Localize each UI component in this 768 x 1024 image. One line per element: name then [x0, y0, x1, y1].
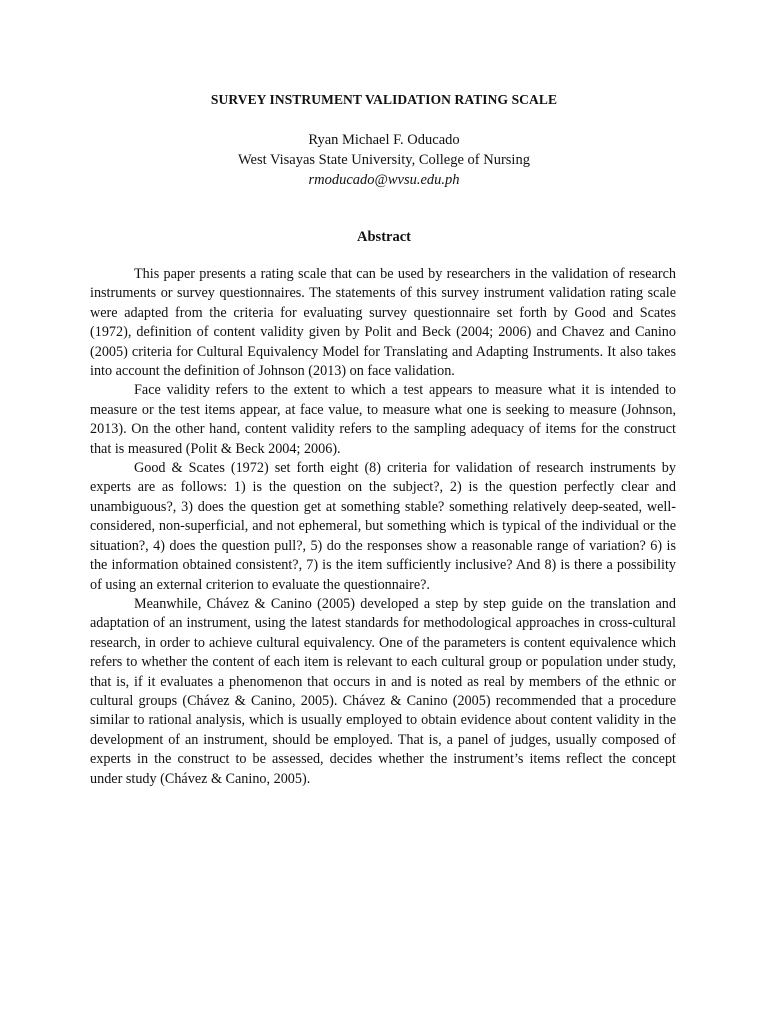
author-affiliation: West Visayas State University, College of Nursing: [238, 152, 530, 168]
abstract-body: [90, 265, 676, 789]
author-name: Ryan Michael F. Oducado: [308, 132, 460, 148]
abstract-heading: Abstract: [357, 229, 411, 245]
paper-title: SURVEY INSTRUMENT VALIDATION RATING SCALE: [210, 92, 558, 107]
abstract-paragraph: This paper presents a rating scale that can be used by researchers in the validation of research instruments or survey questionnaires. The statements of this survey instrument validation rating scale were adapted from the criteria for evaluating survey questionnaire set forth by Good and Scates (1972), definition of content validity given by Polit and Beck (2004; 2006) and Chavez and Canino (2005) criteria for Cultural Equivalency Model for Translating and Adapting Instruments. It also takes into account the definition of Johnson (2013) on face validation.: [90, 266, 676, 380]
abstract-paragraph: Meanwhile, Chávez & Canino (2005) developed a step by step guide on the translation and adaptation of an instrument, using the latest standards for methodological approaches in cross-cultural research, in order to achieve cultural equivalency. One of the parameters is content equivalence which refers to whether the content of each item is relevant to each cultural group or population under study, that is, if it evaluates a phenomenon that occurs in and is noted as real by members of the ethnic or cultural groups (Chávez & Canino, 2005). Chávez & Canino (2005) recommended that a procedure similar to rational analysis, which is usually employed to obtain evidence about content validity in the development of an instrument, should be employed. That is, a panel of judges, usually composed of experts in the construct to be assessed, decides whether the instrument’s items reflect the concept under study (Chávez & Canino, 2005).: [90, 595, 676, 787]
author-block: [0, 130, 768, 190]
abstract-paragraph: Good & Scates (1972) set forth eight (8) criteria for validation of research instruments by experts are as follows: 1) is the question on the subject?, 2) is the question perfectly clear and unambiguous?, 3) does the question get at something stable? something relatively deep-seated, well-considered, non-superficial, and not ephemeral, but something which is typical of the individual or the situation?, 4) does the question pull?, 5) do the responses show a reasonable range of variation? 6) is the information obtained consistent?, 7) is the item sufficiently inclusive? And 8) is there a possibility of using an external criterion to evaluate the questionnaire?.: [90, 460, 676, 593]
abstract-paragraph: Face validity refers to the extent to which a test appears to measure what it is intended to measure or the test items appear, at face value, to measure what one is seeking to measure (Johnson, 2013). On the other hand, content validity refers to the sampling adequacy of items for the construct that is measured (Polit & Beck 2004; 2006).: [90, 382, 676, 457]
author-email: rmoducado@wvsu.edu.ph: [308, 172, 460, 188]
